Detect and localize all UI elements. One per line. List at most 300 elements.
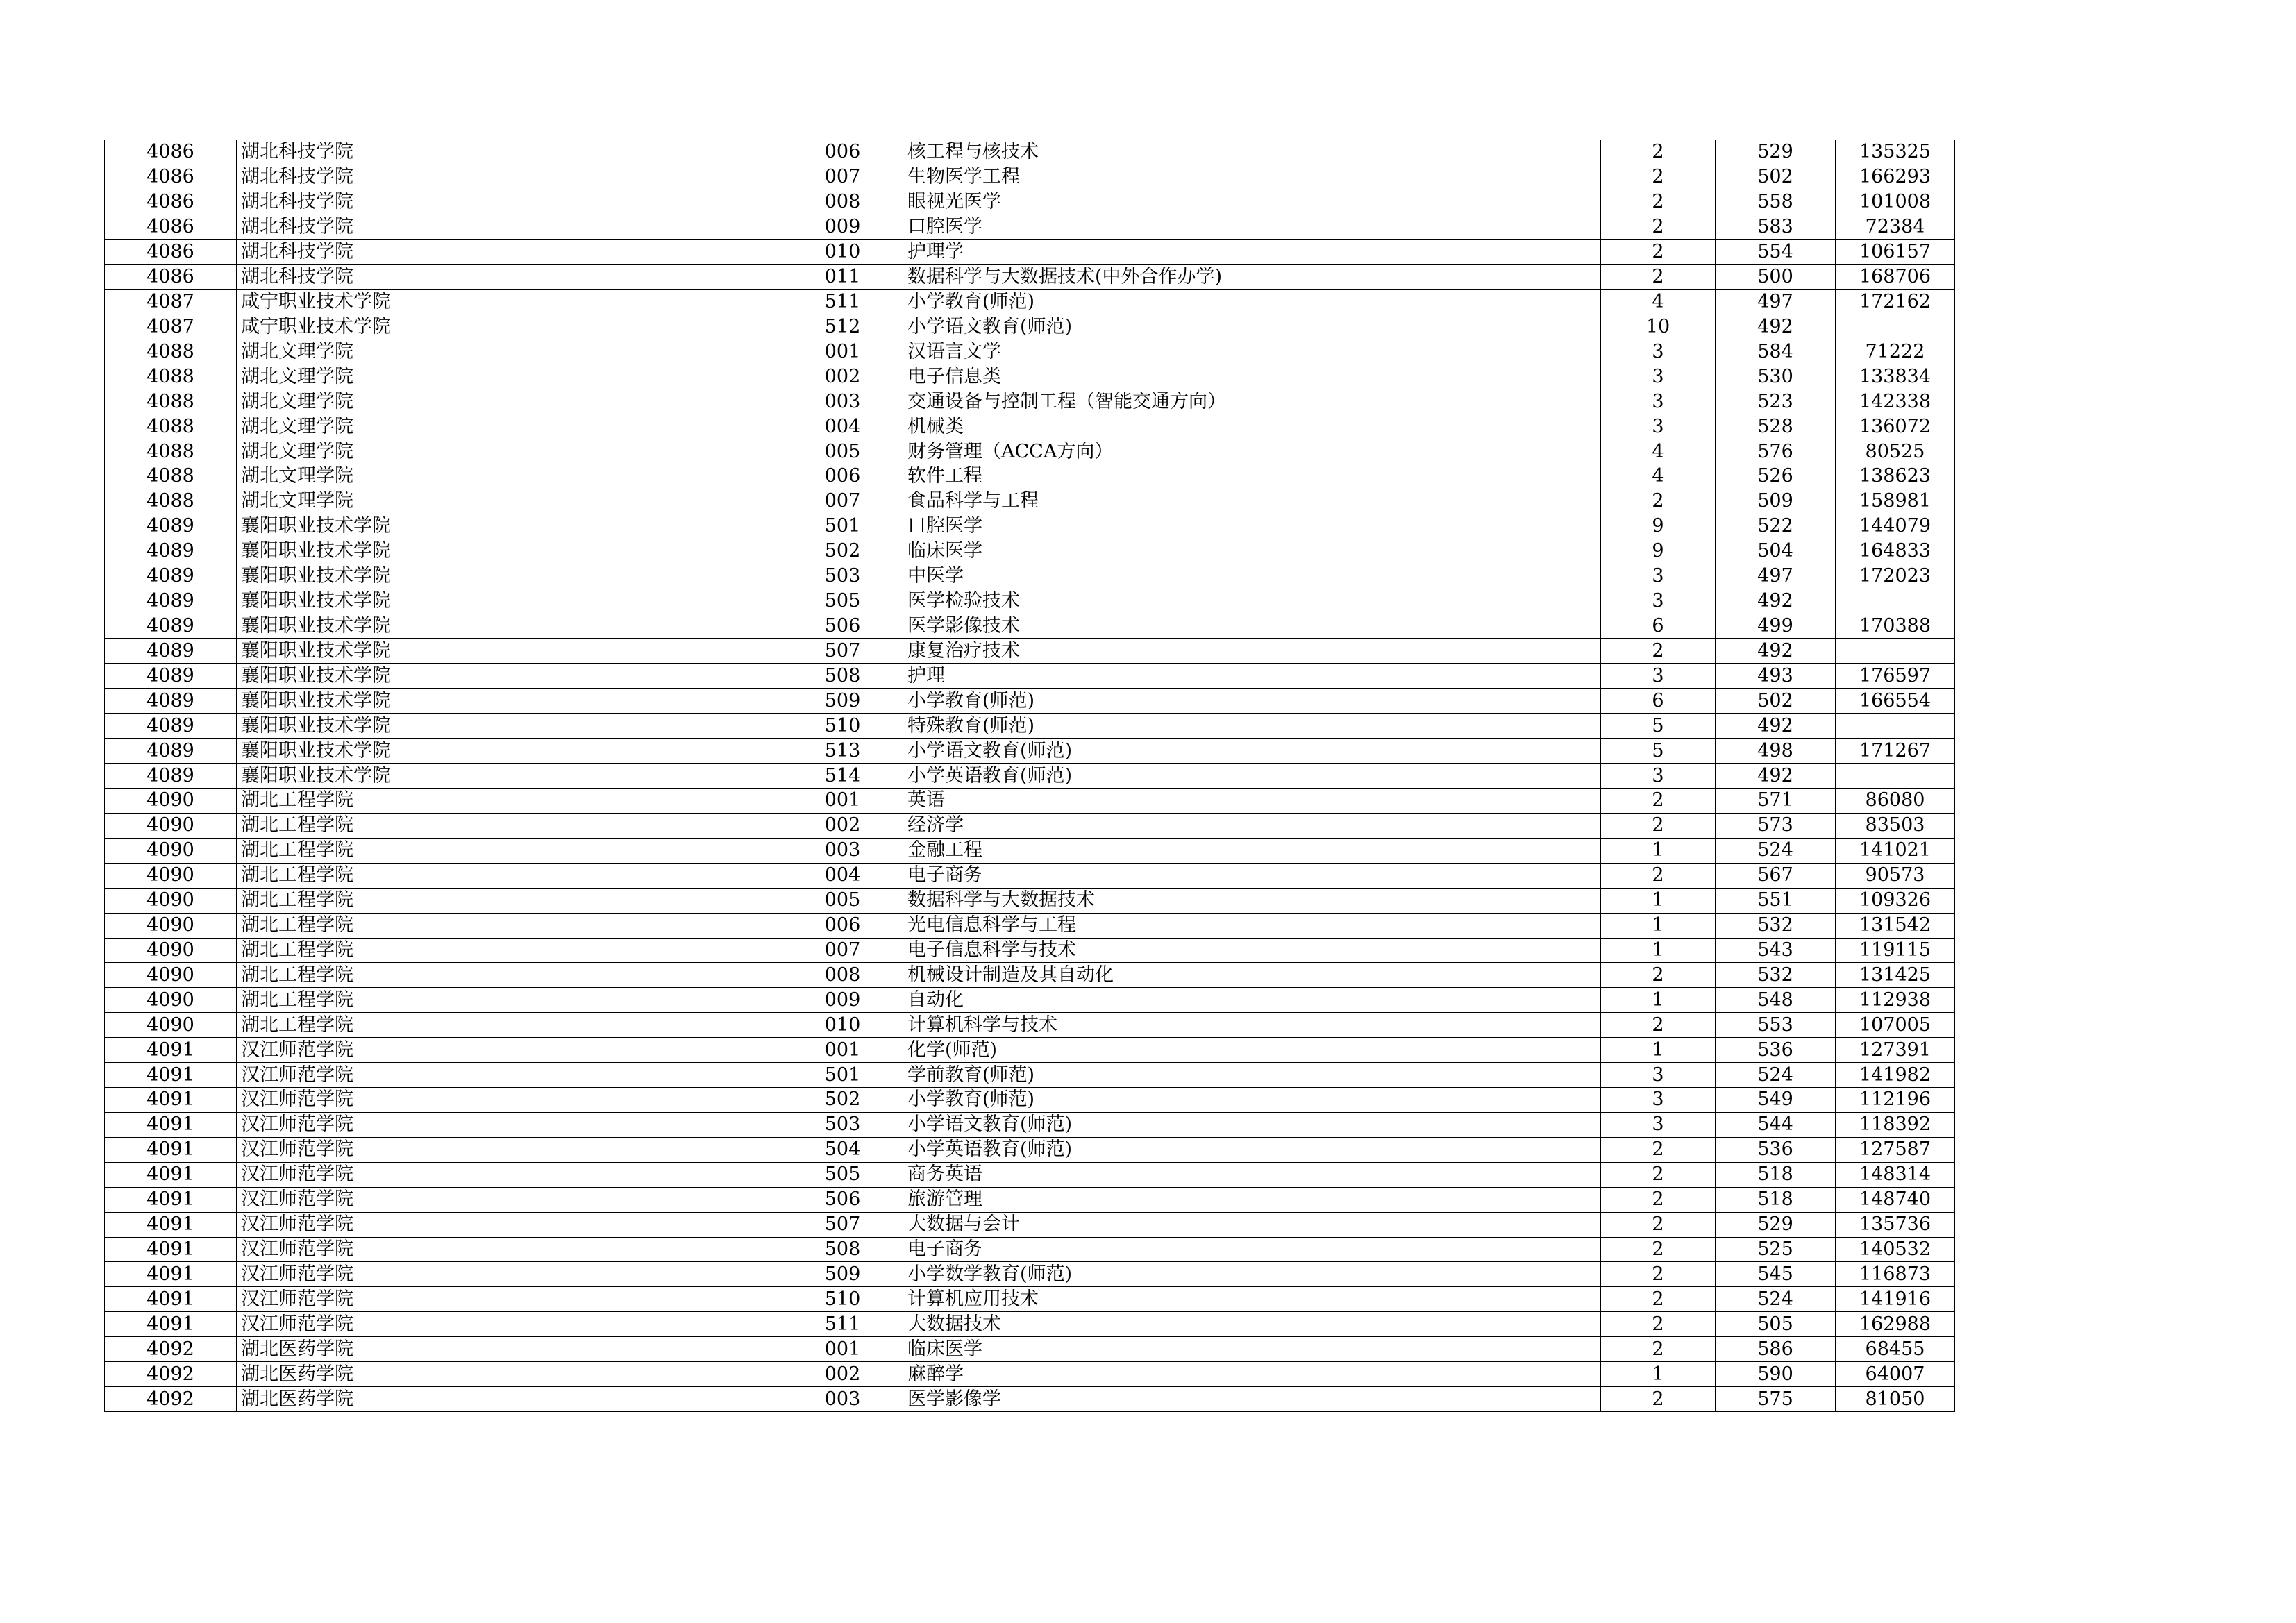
major-name-cell: 化学(师范) [903,1038,1601,1063]
plan-count-cell: 6 [1601,689,1716,714]
school-code-cell: 4089 [105,514,237,539]
major-name-cell: 学前教育(师范) [903,1063,1601,1088]
min-rank-cell: 158981 [1836,489,1955,514]
school-name-cell: 湖北工程学院 [237,813,782,838]
table-row [105,664,1955,689]
school-name-cell: 湖北科技学院 [237,190,782,215]
major-name-cell: 康复治疗技术 [903,639,1601,664]
school-code-cell: 4090 [105,813,237,838]
school-name-cell: 汉江师范学院 [237,1262,782,1287]
major-code-cell: 511 [782,289,903,314]
plan-count-cell: 2 [1601,489,1716,514]
school-code-cell: 4090 [105,863,237,888]
plan-count-cell: 2 [1601,239,1716,264]
school-name-cell: 湖北文理学院 [237,389,782,414]
school-name-cell: 湖北工程学院 [237,838,782,863]
min-score-cell: 583 [1716,215,1836,239]
major-name-cell: 医学影像学 [903,1387,1601,1412]
table-row [105,589,1955,614]
min-score-cell: 500 [1716,264,1836,289]
school-code-cell: 4089 [105,589,237,614]
plan-count-cell: 2 [1601,215,1716,239]
major-name-cell: 小学英语教育(师范) [903,764,1601,789]
min-score-cell: 498 [1716,739,1836,764]
min-score-cell: 499 [1716,614,1836,639]
school-code-cell: 4091 [105,1212,237,1237]
major-code-cell: 007 [782,938,903,963]
min-score-cell: 523 [1716,389,1836,414]
school-name-cell: 湖北工程学院 [237,913,782,938]
plan-count-cell: 2 [1601,1287,1716,1312]
major-code-cell: 506 [782,1187,903,1212]
major-code-cell: 010 [782,239,903,264]
major-name-cell: 医学检验技术 [903,589,1601,614]
table-row [105,339,1955,364]
school-code-cell: 4087 [105,289,237,314]
school-code-cell: 4090 [105,938,237,963]
major-code-cell: 508 [782,664,903,689]
school-name-cell: 汉江师范学院 [237,1187,782,1212]
table-row [105,888,1955,913]
major-name-cell: 软件工程 [903,464,1601,489]
major-name-cell: 电子商务 [903,863,1601,888]
table-row [105,714,1955,739]
min-score-cell: 548 [1716,988,1836,1013]
plan-count-cell: 1 [1601,988,1716,1013]
min-rank-cell: 141982 [1836,1063,1955,1088]
min-rank-cell: 71222 [1836,339,1955,364]
school-name-cell: 湖北工程学院 [237,938,782,963]
min-rank-cell: 107005 [1836,1013,1955,1038]
major-code-cell: 001 [782,788,903,813]
major-name-cell: 小学数学教育(师范) [903,1262,1601,1287]
school-name-cell: 汉江师范学院 [237,1038,782,1063]
min-rank-cell: 144079 [1836,514,1955,539]
school-code-cell: 4090 [105,838,237,863]
major-name-cell: 自动化 [903,988,1601,1013]
plan-count-cell: 2 [1601,1262,1716,1287]
table-row [105,1337,1955,1362]
school-name-cell: 湖北文理学院 [237,464,782,489]
min-score-cell: 505 [1716,1312,1836,1337]
major-code-cell: 004 [782,863,903,888]
min-rank-cell: 133834 [1836,364,1955,389]
table-row [105,764,1955,789]
major-code-cell: 004 [782,414,903,439]
table-row [105,289,1955,314]
min-score-cell: 576 [1716,439,1836,464]
school-name-cell: 湖北工程学院 [237,988,782,1013]
min-rank-cell: 148740 [1836,1187,1955,1212]
table-row [105,439,1955,464]
min-rank-cell: 116873 [1836,1262,1955,1287]
school-code-cell: 4089 [105,539,237,564]
min-score-cell: 530 [1716,364,1836,389]
major-code-cell: 003 [782,838,903,863]
school-code-cell: 4088 [105,339,237,364]
min-score-cell: 524 [1716,838,1836,863]
major-name-cell: 护理 [903,664,1601,689]
table-row [105,364,1955,389]
table-row [105,1063,1955,1088]
plan-count-cell: 3 [1601,1063,1716,1088]
min-score-cell: 492 [1716,589,1836,614]
school-code-cell: 4090 [105,963,237,988]
min-rank-cell: 136072 [1836,414,1955,439]
major-code-cell: 502 [782,539,903,564]
min-score-cell: 526 [1716,464,1836,489]
table-row [105,1088,1955,1113]
school-name-cell: 湖北医药学院 [237,1337,782,1362]
min-score-cell: 567 [1716,863,1836,888]
min-score-cell: 524 [1716,1063,1836,1088]
major-name-cell: 汉语言文学 [903,339,1601,364]
min-score-cell: 549 [1716,1088,1836,1113]
major-code-cell: 007 [782,165,903,190]
school-name-cell: 汉江师范学院 [237,1237,782,1262]
major-name-cell: 口腔医学 [903,215,1601,239]
school-code-cell: 4088 [105,464,237,489]
min-score-cell: 586 [1716,1337,1836,1362]
major-code-cell: 011 [782,264,903,289]
major-name-cell: 生物医学工程 [903,165,1601,190]
plan-count-cell: 2 [1601,140,1716,165]
school-code-cell: 4090 [105,1013,237,1038]
min-rank-cell: 119115 [1836,938,1955,963]
min-rank-cell [1836,589,1955,614]
school-code-cell: 4086 [105,190,237,215]
school-name-cell: 湖北医药学院 [237,1387,782,1412]
plan-count-cell: 1 [1601,938,1716,963]
major-code-cell: 005 [782,888,903,913]
min-rank-cell: 80525 [1836,439,1955,464]
table-row [105,1162,1955,1187]
plan-count-cell: 3 [1601,589,1716,614]
min-score-cell: 584 [1716,339,1836,364]
school-code-cell: 4090 [105,788,237,813]
major-code-cell: 008 [782,190,903,215]
table-row [105,264,1955,289]
school-code-cell: 4092 [105,1362,237,1387]
school-code-cell: 4088 [105,364,237,389]
major-code-cell: 507 [782,639,903,664]
major-code-cell: 008 [782,963,903,988]
school-name-cell: 湖北医药学院 [237,1362,782,1387]
major-name-cell: 机械设计制造及其自动化 [903,963,1601,988]
major-name-cell: 电子信息科学与技术 [903,938,1601,963]
min-rank-cell: 141021 [1836,838,1955,863]
min-score-cell: 544 [1716,1112,1836,1137]
plan-count-cell: 3 [1601,564,1716,589]
min-score-cell: 497 [1716,564,1836,589]
min-rank-cell: 168706 [1836,264,1955,289]
min-score-cell: 543 [1716,938,1836,963]
school-code-cell: 4091 [105,1162,237,1187]
school-name-cell: 襄阳职业技术学院 [237,539,782,564]
min-rank-cell: 86080 [1836,788,1955,813]
school-code-cell: 4089 [105,614,237,639]
plan-count-cell: 4 [1601,464,1716,489]
major-name-cell: 经济学 [903,813,1601,838]
school-name-cell: 湖北科技学院 [237,264,782,289]
school-code-cell: 4086 [105,239,237,264]
major-code-cell: 501 [782,1063,903,1088]
major-name-cell: 小学语文教育(师范) [903,739,1601,764]
plan-count-cell: 2 [1601,1187,1716,1212]
min-rank-cell: 135736 [1836,1212,1955,1237]
table-row [105,1013,1955,1038]
plan-count-cell: 2 [1601,1013,1716,1038]
major-code-cell: 507 [782,1212,903,1237]
min-rank-cell: 81050 [1836,1387,1955,1412]
major-code-cell: 505 [782,1162,903,1187]
major-code-cell: 006 [782,464,903,489]
plan-count-cell: 9 [1601,539,1716,564]
school-code-cell: 4090 [105,888,237,913]
major-name-cell: 财务管理（ACCA方向） [903,439,1601,464]
min-rank-cell: 112938 [1836,988,1955,1013]
table-row [105,913,1955,938]
plan-count-cell: 2 [1601,190,1716,215]
min-rank-cell [1836,764,1955,789]
table-row [105,788,1955,813]
table-row [105,1212,1955,1237]
major-name-cell: 大数据与会计 [903,1212,1601,1237]
plan-count-cell: 2 [1601,788,1716,813]
min-rank-cell: 109326 [1836,888,1955,913]
plan-count-cell: 5 [1601,714,1716,739]
table-row [105,813,1955,838]
min-score-cell: 532 [1716,963,1836,988]
school-name-cell: 汉江师范学院 [237,1088,782,1113]
plan-count-cell: 10 [1601,314,1716,339]
major-code-cell: 509 [782,689,903,714]
min-score-cell: 492 [1716,764,1836,789]
table-row [105,1362,1955,1387]
min-score-cell: 573 [1716,813,1836,838]
school-code-cell: 4089 [105,689,237,714]
min-rank-cell: 106157 [1836,239,1955,264]
school-name-cell: 湖北文理学院 [237,364,782,389]
plan-count-cell: 2 [1601,1237,1716,1262]
table-row [105,614,1955,639]
min-rank-cell [1836,314,1955,339]
min-score-cell: 502 [1716,689,1836,714]
major-code-cell: 009 [782,988,903,1013]
school-name-cell: 汉江师范学院 [237,1312,782,1337]
table-row [105,140,1955,165]
table-row [105,389,1955,414]
min-rank-cell [1836,639,1955,664]
table-row [105,464,1955,489]
plan-count-cell: 1 [1601,838,1716,863]
school-name-cell: 襄阳职业技术学院 [237,714,782,739]
table-row [105,539,1955,564]
table-row [105,1262,1955,1287]
major-code-cell: 007 [782,489,903,514]
min-rank-cell: 131542 [1836,913,1955,938]
major-code-cell: 003 [782,389,903,414]
major-code-cell: 503 [782,1112,903,1137]
min-score-cell: 492 [1716,714,1836,739]
major-code-cell: 002 [782,1362,903,1387]
min-score-cell: 502 [1716,165,1836,190]
plan-count-cell: 4 [1601,289,1716,314]
major-code-cell: 003 [782,1387,903,1412]
plan-count-cell: 2 [1601,165,1716,190]
min-rank-cell: 172162 [1836,289,1955,314]
school-name-cell: 襄阳职业技术学院 [237,664,782,689]
min-rank-cell: 68455 [1836,1337,1955,1362]
min-rank-cell: 127587 [1836,1137,1955,1162]
school-code-cell: 4089 [105,714,237,739]
min-rank-cell: 172023 [1836,564,1955,589]
school-code-cell: 4087 [105,314,237,339]
school-code-cell: 4090 [105,988,237,1013]
min-rank-cell: 141916 [1836,1287,1955,1312]
school-name-cell: 襄阳职业技术学院 [237,589,782,614]
plan-count-cell: 3 [1601,1088,1716,1113]
major-name-cell: 临床医学 [903,1337,1601,1362]
school-name-cell: 湖北工程学院 [237,888,782,913]
major-name-cell: 电子商务 [903,1237,1601,1262]
plan-count-cell: 3 [1601,364,1716,389]
major-name-cell: 商务英语 [903,1162,1601,1187]
table-row [105,988,1955,1013]
plan-count-cell: 2 [1601,1387,1716,1412]
major-name-cell: 电子信息类 [903,364,1601,389]
school-code-cell: 4086 [105,264,237,289]
major-code-cell: 505 [782,589,903,614]
table-row [105,838,1955,863]
school-name-cell: 湖北科技学院 [237,239,782,264]
major-name-cell: 机械类 [903,414,1601,439]
school-code-cell: 4091 [105,1137,237,1162]
min-score-cell: 518 [1716,1187,1836,1212]
major-code-cell: 510 [782,714,903,739]
min-rank-cell: 166554 [1836,689,1955,714]
major-name-cell: 数据科学与大数据技术 [903,888,1601,913]
min-rank-cell: 118392 [1836,1112,1955,1137]
min-score-cell: 554 [1716,239,1836,264]
major-name-cell: 小学教育(师范) [903,689,1601,714]
plan-count-cell: 9 [1601,514,1716,539]
plan-count-cell: 2 [1601,963,1716,988]
min-rank-cell: 162988 [1836,1312,1955,1337]
school-name-cell: 汉江师范学院 [237,1162,782,1187]
min-rank-cell: 101008 [1836,190,1955,215]
table-row [105,1187,1955,1212]
min-rank-cell: 170388 [1836,614,1955,639]
min-score-cell: 522 [1716,514,1836,539]
major-code-cell: 010 [782,1013,903,1038]
table-row [105,564,1955,589]
school-name-cell: 汉江师范学院 [237,1063,782,1088]
table-body [105,140,1955,1412]
min-rank-cell: 72384 [1836,215,1955,239]
min-rank-cell: 127391 [1836,1038,1955,1063]
school-code-cell: 4088 [105,414,237,439]
table-row [105,314,1955,339]
school-code-cell: 4091 [105,1237,237,1262]
school-code-cell: 4092 [105,1337,237,1362]
major-code-cell: 508 [782,1237,903,1262]
major-name-cell: 医学影像技术 [903,614,1601,639]
major-name-cell: 眼视光医学 [903,190,1601,215]
min-score-cell: 529 [1716,1212,1836,1237]
major-code-cell: 001 [782,1337,903,1362]
school-code-cell: 4089 [105,664,237,689]
table-row [105,1387,1955,1412]
min-score-cell: 553 [1716,1013,1836,1038]
major-code-cell: 511 [782,1312,903,1337]
major-name-cell: 小学语文教育(师范) [903,314,1601,339]
school-code-cell: 4091 [105,1112,237,1137]
min-score-cell: 528 [1716,414,1836,439]
table-row [105,489,1955,514]
major-code-cell: 002 [782,813,903,838]
plan-count-cell: 3 [1601,1112,1716,1137]
major-code-cell: 512 [782,314,903,339]
school-name-cell: 湖北工程学院 [237,963,782,988]
major-code-cell: 006 [782,140,903,165]
major-code-cell: 006 [782,913,903,938]
plan-count-cell: 2 [1601,813,1716,838]
plan-count-cell: 2 [1601,639,1716,664]
plan-count-cell: 1 [1601,1362,1716,1387]
min-score-cell: 558 [1716,190,1836,215]
admission-table [104,140,1955,1412]
min-score-cell: 492 [1716,314,1836,339]
school-code-cell: 4091 [105,1262,237,1287]
table-row [105,165,1955,190]
school-name-cell: 汉江师范学院 [237,1287,782,1312]
table-row [105,215,1955,239]
table-row [105,239,1955,264]
table-row [105,1287,1955,1312]
school-code-cell: 4086 [105,215,237,239]
min-rank-cell: 171267 [1836,739,1955,764]
school-name-cell: 襄阳职业技术学院 [237,764,782,789]
min-rank-cell: 90573 [1836,863,1955,888]
major-name-cell: 大数据技术 [903,1312,1601,1337]
major-code-cell: 513 [782,739,903,764]
table-row [105,639,1955,664]
school-name-cell: 湖北科技学院 [237,140,782,165]
plan-count-cell: 3 [1601,339,1716,364]
major-name-cell: 小学教育(师范) [903,1088,1601,1113]
school-code-cell: 4091 [105,1312,237,1337]
school-name-cell: 汉江师范学院 [237,1137,782,1162]
table-row [105,963,1955,988]
plan-count-cell: 1 [1601,913,1716,938]
school-name-cell: 襄阳职业技术学院 [237,514,782,539]
major-code-cell: 001 [782,339,903,364]
min-score-cell: 518 [1716,1162,1836,1187]
plan-count-cell: 2 [1601,1162,1716,1187]
table-row [105,1237,1955,1262]
major-name-cell: 旅游管理 [903,1187,1601,1212]
school-code-cell: 4089 [105,564,237,589]
major-code-cell: 501 [782,514,903,539]
min-score-cell: 590 [1716,1362,1836,1387]
school-name-cell: 襄阳职业技术学院 [237,614,782,639]
school-code-cell: 4091 [105,1088,237,1113]
major-name-cell: 小学教育(师范) [903,289,1601,314]
major-name-cell: 小学英语教育(师范) [903,1137,1601,1162]
school-name-cell: 襄阳职业技术学院 [237,564,782,589]
plan-count-cell: 3 [1601,664,1716,689]
